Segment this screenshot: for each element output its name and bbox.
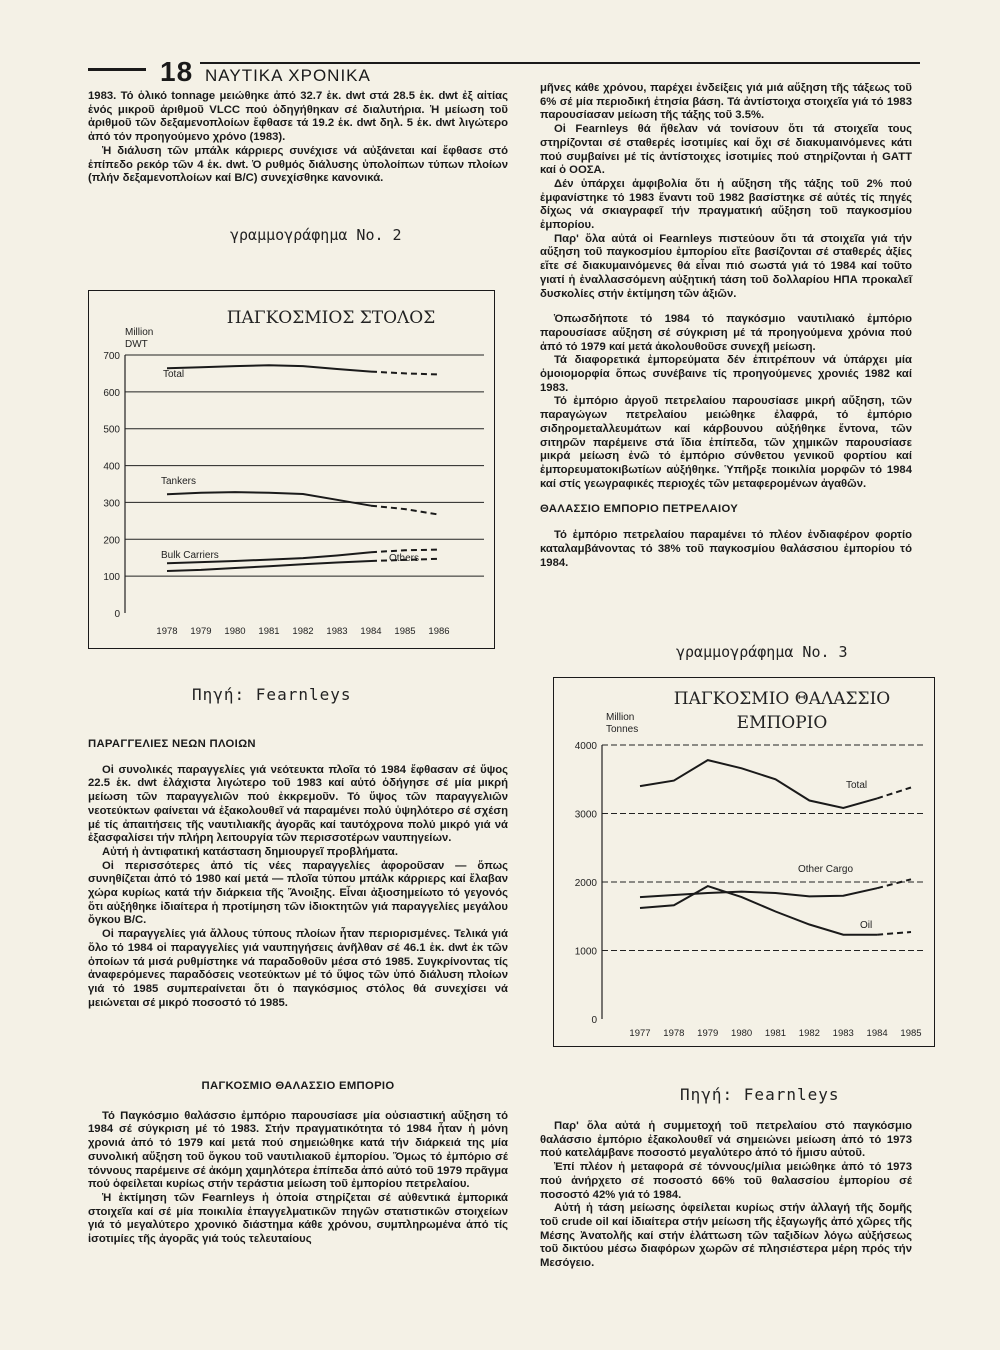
left-intro (88, 90, 508, 186)
series-label: Total (163, 369, 185, 380)
y-tick-label: 500 (103, 424, 120, 436)
x-tick-label: 1986 (428, 626, 450, 637)
x-tick-label: 1977 (629, 1028, 651, 1039)
paragraph: Ἡ ἐκτίμηση τῶν Fearnleys ἡ ὁποία στηρίζεται σέ αὐθεντικά ἐμπορικά στοιχεῖα καί σέ μία ποικιλία ἐπαγγελματικῶν πηγῶν στατιστικῶν στοιχείων γιά τό μεγαλύτερο χρονικό διάστημα κάθε χρόνου, συμπληρωμένα ἀπό τίς ἰσοτιμίες τῆς ἀγορᾶς γιά τούς τελευταίους (88, 1191, 508, 1246)
right-bottom (540, 1120, 912, 1271)
publication-title: ΝΑΥΤΙΚΑ ΧΡΟΝΙΚΑ (205, 66, 371, 85)
paragraph: μῆνες κάθε χρόνου, παρέχει ἐνδείξεις γιά μιά αὔξηση τῆς τάξεως τοῦ 6% σέ μία περιοδική ἐτησία βάση. Τά ἀντίστοιχα στοιχεῖα γιά τό 1983 παρουσίασαν μείωση τῆς τάξης τοῦ 3.5%. (540, 82, 912, 122)
paragraph: Οἱ παραγγελίες γιά ἄλλους τύπους πλοίων ἦταν περιορισμένες. Τελικά γιά ὅλο τό 1984 οἱ παραγγελίες γιά ναυπηγήσεις ἀνῆλθαν σέ 46.1 ἑκ. dwt ἐκ τῶν ὁποίων τά μισά ρυθμίστηκε νά παραδοθοῦν μέσα στό 1985. Συγκρίνοντας τίς ἀναφερόμενες παραδόσεις νεοτεύκτων μέ τό ὕψος τῶν ὑπό διάλυση πλοίων γιά τό 1985 συμπεραίνεται ὅτι ὁ παγκόσμιος στόλος θά συνεχίσει νά μειώνεται σέ μικρό ποσοστό τό 1985. (88, 928, 508, 1009)
section-title: ΘΑΛΑΣΣΙΟ ΕΜΠΟΡΙΟ ΠΕΤΡΕΛΑΙΟΥ (540, 503, 739, 516)
chart-title: ΠΑΓΚΟΣΜΙΟ ΘΑΛΑΣΣΙΟ (673, 689, 891, 709)
y-tick-label: 4000 (574, 741, 597, 752)
y-tick-label: 2000 (574, 878, 597, 889)
y-tick-label: 400 (103, 461, 120, 473)
y-axis-label: Tonnes (606, 724, 639, 735)
paragraph: Τό ἐμπόριο ἀργοῦ πετρελαίου παρουσίασε μικρή αὔξηση, τῶν παραγώγων πετρελαίου μειώθηκε ἐλαφρά, τό ἐμπόριο σιδηρομεταλλευμάτων καί κάρβουνου αὐξήθηκε ἔντονα, τῶν σιτηρῶν παρέμεινε στά ἴδια ἐπίπεδα, τῶν χημικῶν παρουσίασε μικρά μείωση ἐνῶ τό ἐμπόριο σύνθετου γενικοῦ φορτίου καί ἐμπορευματοκιβωτίων αὐξήθηκε. Ὑπῆρξε ποικιλία μορφῶν τό 1984 καί στίς γεωγραφικές περιοχές τῶν μεταφερομένων ἀγαθῶν. (540, 395, 912, 490)
paragraph: Ἐπί πλέον ἡ μεταφορά σέ τόννους/μίλια μειώθηκε ἀπό τό 1973 πού ἀνήρχετο σέ ποσοστό 66% τοῦ θαλασσίου ἐμπορίου σέ ποσοστό 42% γιά τό 1984. (540, 1161, 912, 1201)
y-axis-label: Million (606, 712, 635, 723)
section-new-orders (88, 738, 508, 1010)
chart3-seaborne-trade (554, 678, 934, 1046)
x-tick-label: 1979 (697, 1028, 719, 1039)
x-tick-label: 1985 (394, 626, 416, 637)
paragraph: Τό ἐμπόριο πετρελαίου παραμένει τό πλέον ἐνδιαφέρον φορτίο καταλαμβάνοντας τό 38% τοῦ παγκοσμίου θαλάσσιου ἐμπορίου τό 1984. (540, 529, 912, 569)
series-line-oil (640, 886, 877, 935)
x-tick-label: 1982 (798, 1028, 820, 1039)
series-label: Other Cargo (798, 864, 854, 875)
series-line-tankers (167, 492, 371, 506)
paragraph: Οἱ Fearnleys θά ἤθελαν νά τονίσουν ὅτι τά στοιχεῖα τους στηρίζονται σέ σταθερές ἰσοτιμίες καί ὄχι σέ διακυμαινόμενες κάτι πού συμβαίνει μέ τίς ἀντίστοιχες ἰσοτιμίες πού στηρίζονται ἡ GATT καί ὁ ΟΟΣΑ. (540, 123, 912, 177)
header-rule-right (200, 62, 920, 64)
x-tick-label: 1984 (866, 1028, 888, 1039)
paragraph: 1983. Τό ὁλικό tonnage μειώθηκε ἀπό 32.7 ἑκ. dwt στά 28.5 ἑκ. dwt ἐξ αἰτίας ἑνός μικροῦ ἀριθμοῦ VLCC πού ὁδηγήθηκαν σέ διαλυτήρια. Ἡ μείωση τοῦ ἀριθμοῦ τῶν δεξαμενοπλοίων ἔφθασε τά 19.2 ἑκ. dwt δηλ. 5 ἑκ. dwt λιγώτερο ἀπό τόν προηγούμενο χρόνο (1983). (88, 90, 508, 144)
page-number: 18 (160, 56, 194, 87)
y-tick-label: 100 (103, 572, 120, 584)
x-tick-label: 1982 (292, 626, 314, 637)
paragraph: Δέν ὑπάρχει ἀμφιβολία ὅτι ἡ αὔξηση τῆς τάξης τοῦ 2% πού ἐμφανίστηκε τό 1983 ἔναντι τοῦ 1982 βασίστηκε σέ αὐτές τίς πηγές δίχως νά σκιαγραφεῖ τήν πραγματική αὔξηση τοῦ παγκοσμίου ἐμπορίου. (540, 177, 912, 232)
y-axis-label: DWT (125, 339, 148, 350)
paragraph: Οἱ συνολικές παραγγελίες γιά νεότευκτα πλοῖα τό 1984 ἔφθασαν σέ ὕψος 22.5 ἑκ. dwt ἐλάχιστα λιγώτερο τοῦ 1983 καί αὐτό ὁδήγησε σέ μία μικρή μείωση τῶν παραγγελιῶν πού ἐκκρεμοῦν. Τό ὕψος τῶν παραγγελιῶν νεοτεύκτων φαίνεται νά ἐξακολουθεῖ νά παραμένει πολύ ὑψηλότερο σέ σχέση μέ τίς ἀπαιτήσεις τῆς ναυτιλιακῆς ἀγορᾶς καί ταυτόχρονα πολύ μικρό γιά νά ἐξασφαλίσει τήν πλήρη λειτουργία τῶν περισσοτέρων ναυπηγείων. (88, 763, 508, 845)
series-projection-total (877, 788, 911, 799)
series-line-other-cargo (640, 888, 877, 897)
y-tick-label: 0 (114, 609, 120, 620)
y-tick-label: 300 (103, 498, 120, 510)
series-label: Bulk Carriers (161, 550, 219, 561)
chart-title: ΠΑΓΚΟΣΜΙΟΣ ΣΤΟΛΟΣ (226, 308, 436, 328)
series-projection-oil (877, 932, 911, 935)
x-tick-label: 1983 (326, 626, 348, 637)
paragraph: Παρ' ὅλα αὐτά οἱ Fearnleys πιστεύουν ὅτι τά στοιχεῖα γιά τήν αὔξηση τοῦ παγκοσμίου ἐμπορίου εἴτε βασίζονται σέ σταθερές ἀξίες εἴτε σέ διακυμαινόμενες θά εἶναι πιό σωστά γιά τό 1984 καί τοῦτο γιατί ἡ ἐναλλασσόμενη αὐξητική τάση τοῦ δολλαρίου ΗΠΑ προκαλεῖ δυσκολίες στήν ἐκτίμηση τῶν ἀξιῶν. (540, 232, 912, 300)
series-label: Oil (860, 920, 873, 931)
header-rule-left (88, 68, 146, 71)
series-label: Tankers (161, 476, 197, 487)
x-tick-label: 1981 (258, 626, 280, 637)
x-tick-label: 1980 (731, 1028, 753, 1039)
y-tick-label: 600 (103, 387, 120, 399)
paragraph: Ὁπωσδήποτε τό 1984 τό παγκόσμιο ναυτιλιακό ἐμπόριο παρουσίασε αὔξηση σέ σύγκριση μέ τά προηγούμενα χρόνια πού ἀπό τό 1979 καί μετά ἀκολουθοῦσε συνεχῆ μείωση. (540, 313, 912, 353)
x-tick-label: 1978 (156, 626, 178, 637)
y-axis-label: Million (125, 327, 154, 338)
chart2-frame (88, 290, 495, 649)
chart3-frame (553, 677, 935, 1047)
series-label: Total (846, 780, 868, 791)
y-tick-label: 3000 (574, 809, 597, 821)
y-tick-label: 700 (103, 351, 120, 362)
x-tick-label: 1983 (832, 1028, 854, 1039)
paragraph: Τά διαφορετικά ἐμπορεύματα δέν ἐπιτρέπουν νά ὑπάρχει μία ὁμοιομορφία ὅπως συνέβαινε τίς προηγούμενες χρονιές 1982 καί 1983. (540, 354, 912, 394)
paragraph: Αὐτή ἡ τάση μείωσης ὀφείλεται κυρίως στήν ἀλλαγή τῆς δομῆς τοῦ crude oil καί ἰδιαίτερα στήν μείωση τῆς ἐξαγωγῆς ἀπό χῶρες τῆς Μέσης Ἀνατολῆς καί στήν ἐλάττωση τῶν ταξιδίων λόγω αὐξήσεως τοῦ δικτύου μέσω διαφόρων χωρῶν σέ πλησιέστερα μέρη πρός τήν Μεσόγειο. (540, 1202, 912, 1270)
y-tick-label: 1000 (574, 946, 597, 958)
series-projection-tankers (371, 506, 439, 515)
right-top (540, 82, 912, 570)
paragraph: Τό Παγκόσμιο θαλάσσιο ἐμπόριο παρουσίασε μία οὐσιαστική αὔξηση τό 1984 σέ σύγκριση μέ τό 1983. Στήν πραγματικότητα τό 1984 ἦταν ἡ μόνη χρονιά ἀπό τό 1979 καί μετά πού σημειώθηκε κατά τήν διάρκειά της μία συνολική αὔξηση τοῦ ὄγκου τοῦ ναυτιλιακοῦ ἐμπορίου. Ὅμως τό ἐμπόριο σέ τόννους παρέμεινε σέ ἀκόμη χαμηλότερα ἐπίπεδα ἀπό αὐτό τοῦ 1979 πρᾶγμα πού ὀφείλεται κυρίως στήν τεράστια μείωση τοῦ ἐμπορίου πετρελαίου. (88, 1109, 508, 1191)
x-tick-label: 1980 (224, 626, 246, 637)
paragraph: Αὐτή ἡ ἀντιφατική κατάσταση δημιουργεῖ προβλήματα. (102, 845, 398, 858)
x-tick-label: 1984 (360, 626, 382, 637)
chart3-source: Πηγή: Fearnleys (680, 1085, 840, 1104)
series-line-total (640, 760, 877, 808)
series-projection-other-cargo (877, 879, 911, 888)
paragraph: Ἡ διάλυση τῶν μπάλκ κάρριερς συνέχισε νά αὐξάνεται καί ἔφθασε στό ἐπίπεδο ρεκόρ τῶν 4 ἑκ. dwt. Ὁ ρυθμός διάλυσης ὑπολοίπων τύπων πλοίων (πλήν δεξαμενοπλοίων καί B/C) συνεχίσθηκε κανονικά. (88, 144, 508, 185)
section-title: ΠΑΡΑΓΓΕΛΙΕΣ ΝΕΩΝ ΠΛΟΙΩΝ (88, 738, 256, 750)
chart2-fleet (89, 291, 494, 648)
x-tick-label: 1981 (764, 1028, 787, 1039)
series-line-total (167, 365, 371, 371)
x-tick-label: 1978 (663, 1028, 685, 1039)
y-tick-label: 200 (103, 535, 120, 547)
chart-title: ΕΜΠΟΡΙΟ (736, 713, 828, 733)
y-tick-label: 0 (591, 1015, 597, 1026)
chart2-caption: γραμμογράφημα Νο. 2 (230, 226, 402, 244)
paragraph: Οἱ περισσότερες ἀπό τίς νέες παραγγελίες ἀφοροῦσαν — ὅπως συνηθίζεται ἀπό τό 1980 καί μετά — πλοῖα τύπου μπάλκ κάρριερς καί ἔλαβαν χώρα κυρίως κατά τήν διάρκεια τῆς Ἄνοιξης. Εἶναι ἀξιοσημείωτο τό γεγονός ὅτι αὐξήθηκε ἰδιαίτερα ἡ προτίμηση τῶν ἰδιοκτητῶν γιά παραγγελίες μεγάλου ὄγκου B/C. (88, 859, 508, 927)
section-title: ΠΑΓΚΟΣΜΙΟ ΘΑΛΑΣΣΙΟ ΕΜΠΟΡΙΟ (201, 1080, 395, 1092)
series-projection-total (371, 372, 439, 375)
x-tick-label: 1979 (190, 626, 212, 637)
section-world-trade (88, 1080, 508, 1247)
x-tick-label: 1985 (900, 1028, 922, 1039)
chart2-source: Πηγή: Fearnleys (192, 685, 352, 704)
series-projection-bulk-carriers (371, 550, 439, 553)
paragraph: Παρ' ὅλα αὐτά ἡ συμμετοχή τοῦ πετρελαίου στό παγκόσμιο θαλάσσιο ἐμπόριο ἐξακολουθεῖ νά σημειώνει μείωση ἀπό τό 1973 πού κατελάμβανε ποσοστό μεγαλύτερο ἀπό τό ἥμισυ αὐτοῦ. (540, 1120, 912, 1160)
chart3-caption: γραμμογράφημα Νο. 3 (676, 643, 848, 661)
series-label: Others (389, 553, 420, 564)
